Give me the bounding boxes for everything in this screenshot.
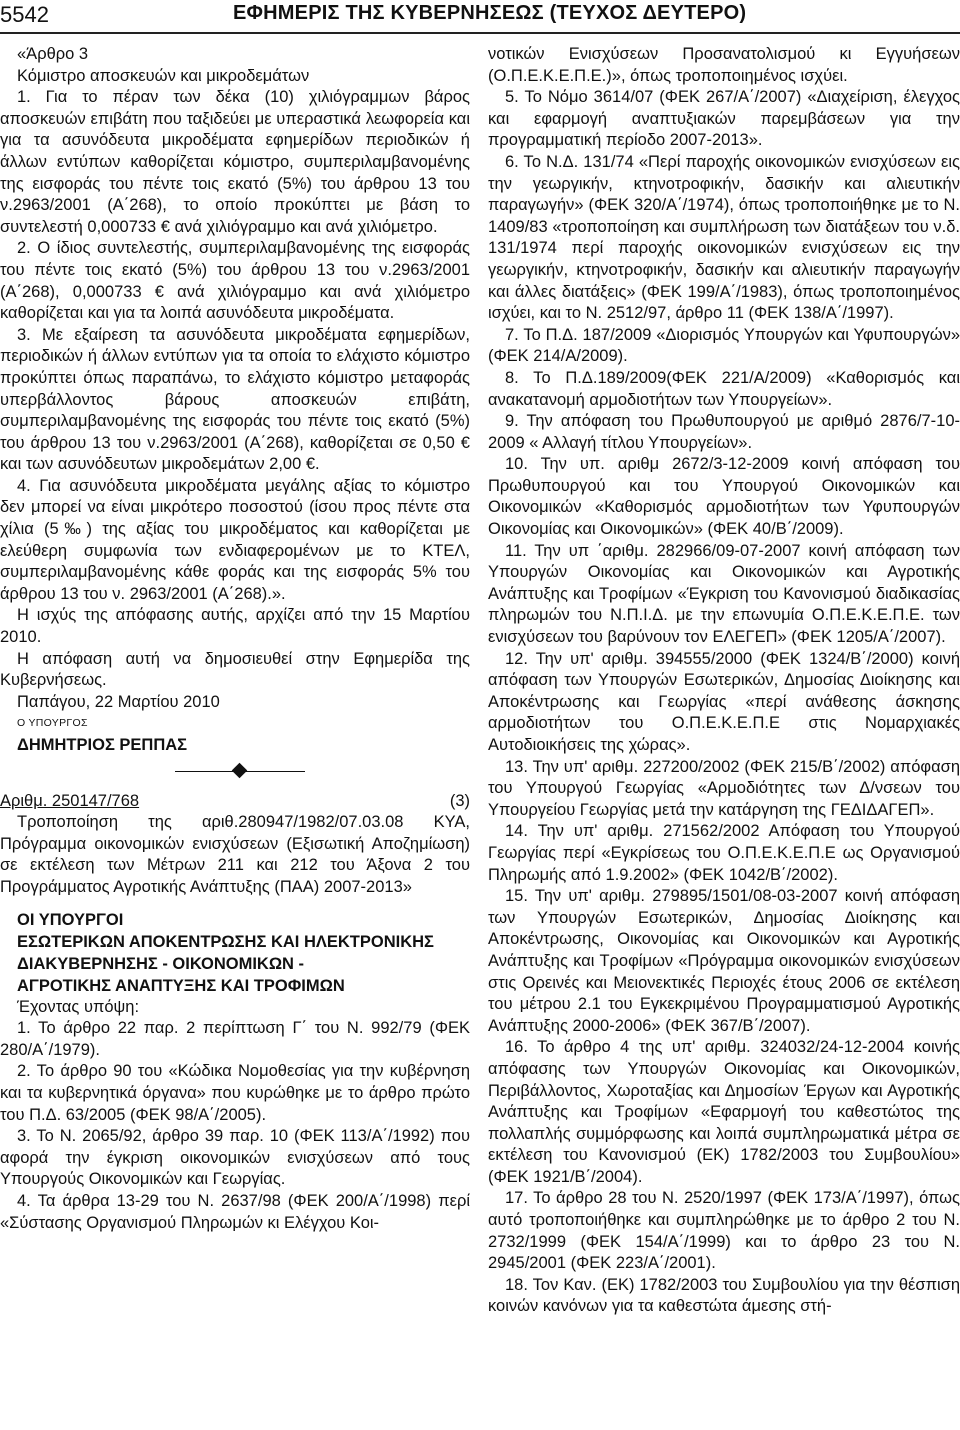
effective-date-paragraph: Η ισχύς της απόφασης αυτής, αρχίζει από την 15 Μαρτίου 2010. [0,606,470,647]
article-paragraph-3: 3. Με εξαίρεση τα ασυνόδευτα μικροδέματα εφημερίδων, περιοδικών ή άλλων εντύπων για τα οποία το ελάχιστο κόμιστρο προκύπτει όπως παραπάνω, το ελάχιστο κόμιστρο μεταφοράς υπερβάλλοντος βάρους αποσκευών επιβάτη, συμπεριλαμβανομένης της εισφοράς του πέντε τοις εκατό (5%) του άρθρου 13 του ν.2963/2001 (Α΄268), καθορίζεται σε 0,50 € και των ασυνόδευτων μικροδεμάτων 2,00 €. [0,325,470,474]
section-separator [0,759,470,785]
ministers-heading-4: ΑΓΡΟΤΙΚΗΣ ΑΝΑΠΤΥΞΗΣ ΚΑΙ ΤΡΟΦΙΜΩΝ [17,976,345,995]
separator-diamond-icon [232,762,248,778]
signer-name: ΔΗΜΗΤΡΙΟΣ ΡΕΠΠΑΣ [17,736,188,754]
considering-item-17: 17. Το άρθρο 28 του Ν. 2520/1997 (ΦΕΚ 173/Α΄/1997), όπως αυτό τροποποιήθηκε και συμπληρώθηκε με το άρθρο 2 του Ν. 2732/1999 (ΦΕΚ 154/Α΄/1999) και το άρθρο 23 του Ν. 2945/2001 (ΦΕΚ 223/Α΄/2001). [488,1189,960,1273]
considering-item-13: 13. Την υπ' αριθμ. 227200/2002 (ΦΕΚ 215/Β΄/2002) απόφαση του Υπουργού Γεωργίας «Αρμοδιότητες των Δ/νσεων του Υπουργείου Γεωργίας μετά την κατάργηση της ΓΕΔΙΔΑΓΕΠ». [488,757,960,819]
considering-item-7: 7. Το Π.Δ. 187/2009 «Διορισμός Υπουργών και Υφυπουργών» (ΦΕΚ 214/Α/2009). [488,325,960,366]
considering-item-8: 8. Το Π.Δ.189/2009(ΦΕΚ 221/Α/2009) «Καθορισμός και ανακατανομή αρμοδιοτήτων των Υπουργείων». [488,368,960,409]
considering-heading: Έχοντας υπόψη: [17,997,140,1016]
article-subtitle: Κόμιστρο αποσκευών και μικροδεμάτων [17,66,310,85]
page-number: 5542 [0,2,49,27]
considering-item-2: 2. Το άρθρο 90 του «Κώδικα Νομοθεσίας για την κυβέρνηση και τα κυβερνητικά όργανα» που κυρώθηκε με το άρθρο πρώτο του Π.Δ. 63/2005 (ΦΕΚ 98/Α΄/2005). [0,1062,470,1124]
continued-item: νοτικών Ενισχύσεων Προσανατολισμού κι Εγγυήσεων (Ο.Π.Ε.Κ.Ε.Π.Ε.)», όπως τροποποιημένος ισχύει. [488,45,960,85]
ministers-heading-2: ΕΣΩΤΕΡΙΚΩΝ ΑΠΟΚΕΝΤΡΩΣΗΣ ΚΑΙ ΗΛΕΚΤΡΟΝΙΚΗΣ [17,932,434,951]
considering-item-1: 1. Το άρθρο 22 παρ. 2 περίπτωση Γ΄ του Ν. 992/79 (ΦΕΚ 280/Α΄/1979). [0,1019,470,1059]
considering-item-18: 18. Τον Καν. (ΕΚ) 1782/2003 του Συμβουλίου για την θέσπιση κοινών κανόνων για τα καθεστώτα άμεσης στή- [488,1275,960,1316]
decision-number: Αριθμ. 250147/768 [0,791,140,810]
considering-item-9: 9. Την απόφαση του Πρωθυπουργού με αριθμό 2876/7-10-2009 « Αλλαγή τίτλου Υπουργείων». [488,412,960,452]
considering-item-12: 12. Την υπ' αριθμ. 394555/2000 (ΦΕΚ 1324/Β΄/2000) κοινή απόφαση των Υπουργών Εσωτερικών, Δημοσίας Διοίκησης και Αποκέντρωσης και Γεωργίας «περί ανάθεσης άσκησης αρμοδιοτήτων του Ο.Π.Ε.Κ.Ε.Π.Ε στις Νομαρχιακές Αυτοδιοικήσεις της χώρας». [488,649,960,754]
publication-paragraph: Η απόφαση αυτή να δημοσιευθεί στην Εφημερίδα της Κυβερνήσεως. [0,649,470,690]
page-header [0,0,960,34]
considering-item-5: 5. Το Νόμο 3614/07 (ΦΕΚ 267/Α΄/2007) «Διαχείριση, έλεγχος και εφαρμογή αναπτυξιακών παρεμβάσεων για την προγραμματική περίοδο 2007-2013». [488,88,960,150]
considering-item-3: 3. Το Ν. 2065/92, άρθρο 39 παρ. 10 (ΦΕΚ 113/Α΄/1992) που αφορά την έγκριση οικονομικών ενισχύσεων από τους Υπουργούς Οικονομικών και Γεωργίας. [0,1127,470,1189]
right-column [488,44,960,1318]
minister-role: Ο ΥΠΟΥΡΓΟΣ [17,717,88,730]
ministers-heading-3: ΔΙΑΚΥΒΕΡΝΗΣΗΣ - ΟΙΚΟΝΟΜΙΚΩΝ - [17,954,305,973]
considering-item-14: 14. Την υπ' αριθμ. 271562/2002 Απόφαση του Υπουργού Γεωργίας περί «Εγκρίσεως του Ο.Π.Ε.Κ.Ε.Π.Ε ως Οργανισμού Πληρωμής από 1.9.2002» (ΦΕΚ 1042/Β΄/2002). [488,822,960,884]
considering-item-4: 4. Τα άρθρα 13-29 του Ν. 2637/98 (ΦΕΚ 200/Α΄/1998) περί «Σύστασης Οργανισμού Πληρωμών κι Ελέγχου Κοι- [0,1191,470,1232]
article-paragraph-4: 4. Για ασυνόδευτα μικροδέματα μεγάλης αξίας το κόμιστρο δεν μπορεί να είναι μικρότερο ποσοστού (ίσου προς πέντε στα χίλια (5‰) της αξίας του μικροδέματος και καθορίζεται με ελεύθερη συμφωνία των ενδιαφερομένων με το ΚΤΕΛ, συμπεριλαμβανομένης κάθε φοράς και της εισφοράς 5% του άρθρου 13 του ν. 2963/2001 (Α΄268).». [0,476,470,603]
decision-subject: Τροποποίηση της αριθ.280947/1982/07.03.08 ΚΥΑ, Πρόγραμμα οικονομικών ενισχύσεων (Εξισωτική Αποζημίωση) σε εκτέλεση των Μέτρων 211 και 212 του Άξονα 2 του Προγράμματος Αγροτικής Ανάπτυξης (ΠΑΑ) 2007-2013» [0,813,470,896]
decision-sequence: (3) [449,791,470,810]
considering-item-10: 10. Την υπ. αριθμ 2672/3-12-2009 κοινή απόφαση του Πρωθυπουργού και του Υπουργού Οικονομικών και Οικονομικών «Καθορισμός αρμοδιοτήτων των Υφυπουργών Οικονομίας και Οικονομικών» (ΦΕΚ 40/Β΄/2009). [488,455,960,539]
considering-item-15: 15. Την υπ' αριθμ. 279895/1501/08-03-2007 κοινή απόφαση των Υπουργών Εσωτερικών, Δημοσίας Διοίκησης και Αποκέντρωσης, Οικονομίας και Οικονομικών και Αγροτικής Ανάπτυξης και Τροφίμων «Πρόγραμμα οικονομικών ενισχύσεων στις Ορεινές και Μειονεκτικές Περιοχές έτους 2006 σε εκτέλεση του μέτρου 2.1 του Εγκεκριμένου Προγραμματισμού Αγροτικής Ανάπτυξης 2000-2006» (ΦΕΚ 367/Β΄/2007). [488,887,960,1035]
left-column [0,44,470,1234]
decision-number-line [0,791,470,813]
considering-item-16: 16. Το άρθρο 4 της υπ' αριθμ. 324032/24-12-2004 κοινής απόφασης των Υπουργών Οικονομίας και Οικονομικών, Περιβάλλοντος, Χωροταξίας και Δημοσίων Έργων και Αγροτικής Ανάπτυξης και Τροφίμων «Εφαρμογή του καθεστώτος της πολλαπλής συμμόρφωσης και λοιπά συμπληρωματικά μέτρα σε εκτέλεση του Κανονισμού (ΕΚ) 1782/2003 του Συμβουλίου» (ΦΕΚ 1921/Β΄/2004). [488,1038,960,1186]
gazette-title: ΕΦΗΜΕΡΙΣ ΤΗΣ ΚΥΒΕΡΝΗΣΕΩΣ (ΤΕΥΧΟΣ ΔΕΥΤΕΡΟ) [233,2,747,24]
considering-item-11: 11. Την υπ ΄αριθμ. 282966/09-07-2007 κοινή απόφαση των Υπουργών Οικονομίας και Οικονομικών και Αγροτικής Ανάπτυξης και Τροφίμων «Έγκριση του Κανονισμού διαδικασίας πληρωμών του Ν.Π.Ι.Δ. με την επωνυμία Ο.Π.Ε.Κ.Ε.Π.Ε. των ενισχύσεων του βαρύνουν τον ΕΛΕΓΕΠ» (ΦΕΚ 1205/Α΄/2007). [488,541,960,647]
place-date: Παπάγου, 22 Μαρτίου 2010 [17,692,220,711]
article-paragraph-1: 1. Για το πέραν των δέκα (10) χιλιόγραμμων βάρος αποσκευών επιβάτη που ταξιδεύει με υπεραστικά λεωφορεία και για τα ασυνόδευτα μικροδέματα εφημερίδων περιοδικών ή άλλων εντύπων καθορίζεται κόμιστρο, συμπεριλαμβανομένης της εισφοράς του πέντε τοις εκατό (5%) του άρθρου 13 του ν.2963/2001 (Α΄268), το οποίο προκύπτει με βάση το συντελεστή 0,000733 € ανά χιλιόγραμμο και ανά χιλιόμετρο. [0,88,470,236]
header-rule [0,32,960,34]
considering-item-6: 6. Το Ν.Δ. 131/74 «Περί παροχής οικονομικών ενισχύσεων εις την γεωργικήν, κτηνοτροφικήν, δασικήν και αλιευτικήν παραγωγήν» (ΦΕΚ 320/Α΄/1974), όπως τροποποιήθηκε με το Ν. 1409/83 «τροποποίηση και συμπλήρωση των διατάξεων του ν.δ. 131/1974 περί παροχής οικονομικών ενισχύσεων εις την γεωργικήν, κτηνοτροφικήν, δασικήν και αλιευτικήν παραγωγήν και άλλες διατάξεις» (ΦΕΚ 199/Α΄/1983), όπως τροποποιημένος ισχύει, και το Ν. 2512/97, άρθρο 11 (ΦΕΚ 138/Α΄/1997). [488,152,960,323]
article-title: «Άρθρο 3 [17,45,89,63]
ministers-heading-1: ΟΙ ΥΠΟΥΡΓΟΙ [17,910,124,929]
article-paragraph-2: 2. Ο ίδιος συντελεστής, συμπεριλαμβανομένης της εισφοράς του πέντε τοις εκατό (5%) του άρθρου 13 του ν.2963/2001 (Α΄268), 0,000733 € ανά χιλιόγραμμο και ανά χιλιόμετρο καθορίζεται και για τα λοιπά ασυνόδευτα μικροδέματα. [0,239,470,323]
